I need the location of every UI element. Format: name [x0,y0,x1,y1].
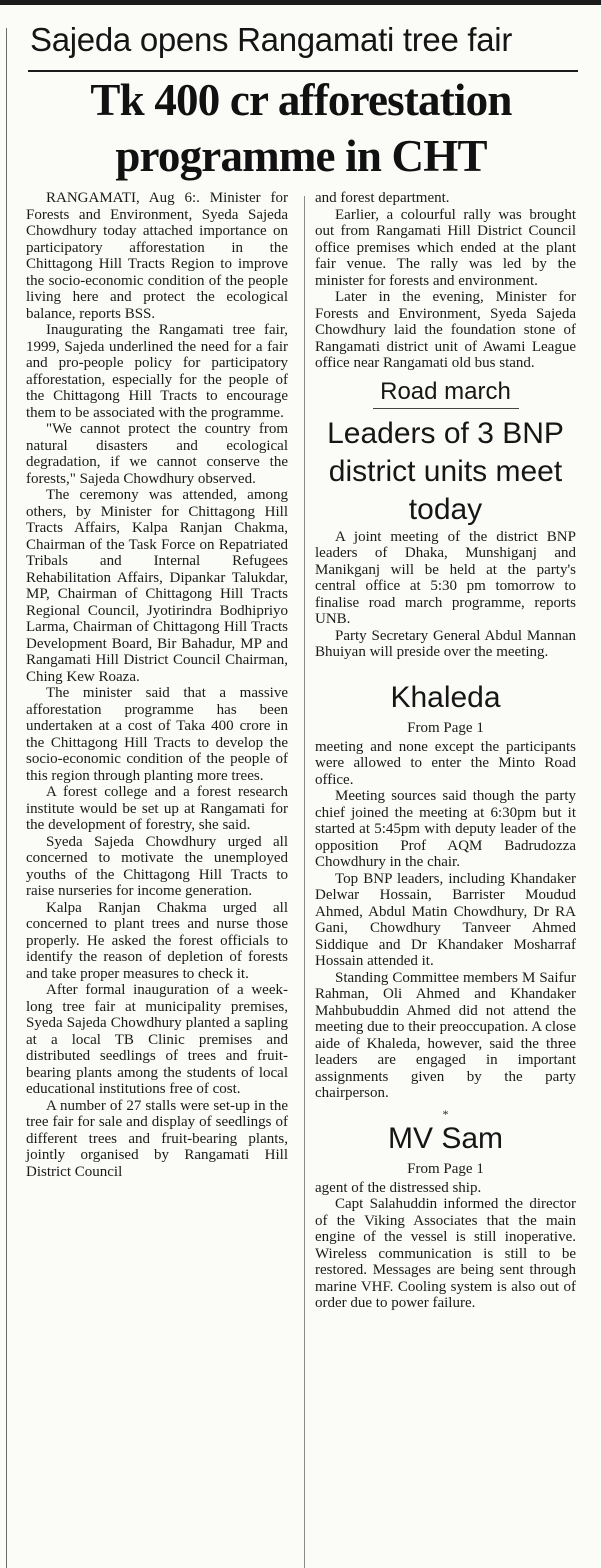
paragraph: Top BNP leaders, including Khandaker Delwar Hossain, Barrister Moudud Ahmed, Abdul Matin Chowdhury, Dr RA Gani, Chowdhury Tanveer Ahmed Siddique and Dr Khandaker Mosharraf Hossain attended it. [315,870,576,969]
continued-text: meeting and none except the participants were allowed to enter the Minto Road office. [315,738,576,788]
article-column-1 [26,190,288,1180]
section-star: * [442,1106,449,1121]
story-kicker: Sajeda opens Rangamati tree fair [30,21,513,58]
khaleda-jump-line: From Page 1 [407,719,484,736]
spacer [315,661,576,679]
paragraph: Party Secretary General Abdul Mannan Bhuiyan will preside over the meeting. [315,627,576,660]
paragraph: Inaugurating the Rangamati tree fair, 1999, Sajeda underlined the need for a fair and pro-people policy for participatory afforestation, especially for the people of the Chittagong Hill Tracts to encourage them to be associated with the programme. [26,322,288,421]
story-headline [16,72,586,184]
paragraph: Earlier, a colourful rally was brought out from Rangamati Hill District Council office premises which ended at the plant fair venue. The rally was led by the minister for forests and environment. [315,206,576,289]
mv-sam-headline: MV Sam [387,1121,504,1155]
continued-text: agent of the distressed ship. [315,1179,482,1196]
paragraph: Kalpa Ranjan Chakma urged all concerned to plant trees and nurse those properly. He asked the forest officials to identify the reason of depletion of forests and take proper measures to check it. [26,899,288,982]
paragraph: The ceremony was attended, among others, by Minister for Chittagong Hill Tracts Affairs, Kalpa Ranjan Chakma, Chairman of the Task Force on Repatriated Tribals and Internal Refugees Rehabilitation Affairs, Dipankar Talukdar, MP, Chairman of Chittagong Hill Tracts Regional Council, Jyotirindra Bodhipriyo Larma, Chairman of Chittagong Hill Tracts Development Board, Bir Bahadur, MP and Rangamati Hill District Council Chairman, Ching Kew Roaza. [26,487,288,685]
mv-sam-jump-line: From Page 1 [407,1160,484,1177]
article-column-2 [315,190,576,1312]
khaleda-headline: Khaleda [390,680,501,714]
road-march-underline [373,408,519,409]
top-border-rule [0,0,601,5]
headline-line-1: Tk 400 cr afforestation [90,75,512,125]
paragraph: Capt Salahuddin informed the director of the Viking Associates that the main engine of the vessel is still inoperative. Wireless communication is still to be restored. Messages are being sent through marine VHF. Cooling system is also out of order due to power failure. [315,1196,576,1311]
paragraph: A joint meeting of the district BNP leaders of Dhaka, Munshiganj and Manikganj will be held at the party's central office at 5:30 pm tomorrow to finalise road march programme, reports UNB. [315,528,576,627]
paragraph: "We cannot protect the country from natural disasters and ecological degradation, if we cannot conserve the forests," Sajeda Chowdhury observed. [26,421,288,487]
paragraph: A forest college and a forest research institute would be set up at Rangamati for the development of forestry, she said. [26,784,288,833]
paragraph: A number of 27 stalls were set-up in the tree fair for sale and display of seedlings of different trees and fruit-bearing plants, jointly organised by Rangamati Hill District Council [26,1097,288,1180]
paragraph: Syeda Sajeda Chowdhury urged all concerned to motivate the unemployed youths of the Chittagong Hill Tracts to raise nurseries for income generation. [26,833,288,899]
page-edge-rule [6,28,7,1568]
road-march-headline: Leaders of 3 BNP district units meet today [327,416,564,526]
column-divider [304,196,305,1568]
paragraph: Meeting sources said though the party chief joined the meeting at 6:30pm but it started at 5:45pm with deputy leader of the opposition Prof AQM Badrudozza Chowdhury in the chair. [315,788,576,870]
paragraph: After formal inauguration of a week-long tree fair at municipality premises, Syeda Sajeda Chowdhury planted a sapling at a local TB Clinic premises and distributed seedlings of trees and fruit-bearing plants among the students of local educational institutions free of cost. [26,982,288,1097]
paragraph: The minister said that a massive afforestation programme has been undertaken at a cost of Taka 400 crore in the Chittagong Hill Tracts to develop the socio-economic condition of the people of this region through planting more trees. [26,685,288,784]
paragraph: Later in the evening, Minister for Forests and Environment, Syeda Sajeda Chowdhury laid the foundation stone of Rangamati district unit of Awami League office near Rangamati old bus stand. [315,289,576,371]
paragraph: Standing Committee members M Saifur Rahman, Oli Ahmed and Khandaker Mahbubuddin Ahmed did not attend the meeting due to their preoccupation. A close aide of Khaleda, however, said the three leaders are engaged in important assignments given by the party chairperson. [315,969,576,1101]
headline-line-2: programme in CHT [115,131,487,181]
road-march-kicker: Road march [380,377,511,405]
paragraph: RANGAMATI, Aug 6:. Minister for Forests and Environment, Syeda Sajeda Chowdhury today attached importance on participatory afforestation in the Chittagong Hill Tracts Region to improve the socio-economic condition of the people living here and protect the ecological balance, reports BSS. [26,190,288,322]
continued-text: and forest department. [315,190,450,206]
